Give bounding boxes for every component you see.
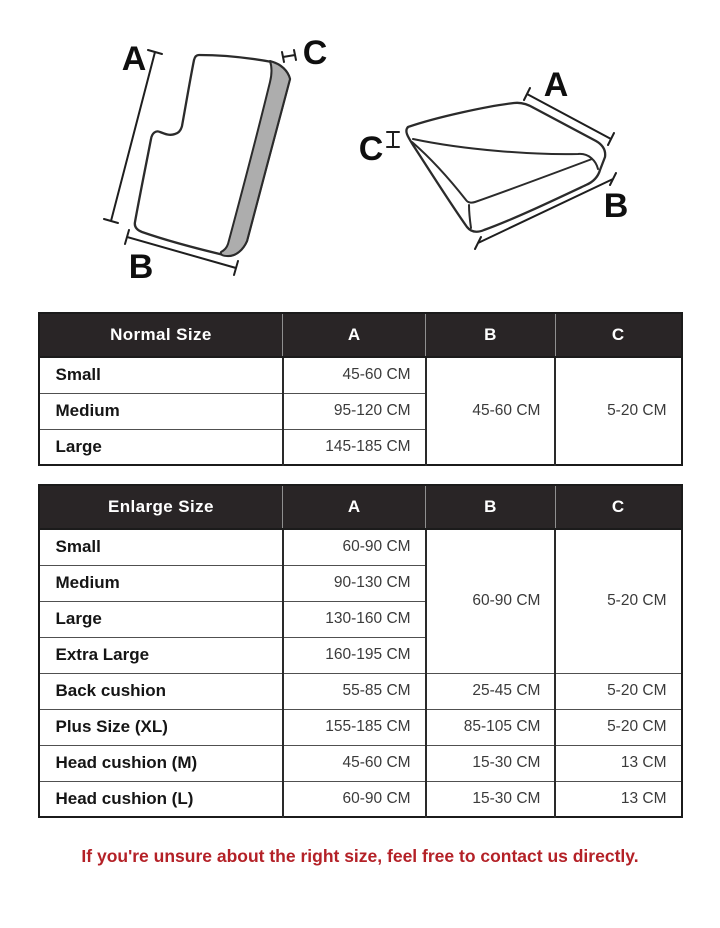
table-row xyxy=(39,745,682,781)
row-label: Head cushion (M) xyxy=(39,745,283,781)
dim-label-b-left: B xyxy=(128,248,154,286)
value-b-merged: 60-90 CM xyxy=(426,529,556,673)
value-a: 155-185 CM xyxy=(283,709,426,745)
value-a: 45-60 CM xyxy=(283,745,426,781)
dim-line-c-left xyxy=(282,50,296,62)
dim-label-a-left: A xyxy=(121,40,147,78)
table-header-row xyxy=(39,485,682,529)
row-label: Medium xyxy=(39,565,283,601)
row-label: Medium xyxy=(39,393,283,429)
back-cover-diagram xyxy=(104,34,327,286)
value-a: 90-130 CM xyxy=(283,565,426,601)
table-title: Enlarge Size xyxy=(39,485,283,529)
value-b-merged: 45-60 CM xyxy=(426,357,556,465)
col-header-a: A xyxy=(283,313,426,357)
value-c: 5-20 CM xyxy=(555,673,681,709)
table-header-row xyxy=(39,313,682,357)
value-a: 60-90 CM xyxy=(283,781,426,817)
dim-label-a-right: A xyxy=(543,66,569,104)
dim-label-b-right: B xyxy=(603,187,629,225)
value-a: 45-60 CM xyxy=(283,357,426,393)
row-label: Large xyxy=(39,429,283,465)
row-label: Head cushion (L) xyxy=(39,781,283,817)
dim-line-c-right xyxy=(387,132,399,147)
value-c: 13 CM xyxy=(555,745,681,781)
table-row xyxy=(39,529,682,565)
value-a: 130-160 CM xyxy=(283,601,426,637)
value-b: 15-30 CM xyxy=(426,781,556,817)
table-title: Normal Size xyxy=(39,313,283,357)
dim-label-c-right: C xyxy=(358,130,384,168)
seat-cushion-diagram xyxy=(359,66,629,249)
value-c-merged: 5-20 CM xyxy=(555,529,681,673)
value-b: 85-105 CM xyxy=(426,709,556,745)
table-row xyxy=(39,357,682,393)
value-c-merged: 5-20 CM xyxy=(555,357,681,465)
row-label: Large xyxy=(39,601,283,637)
value-a: 95-120 CM xyxy=(283,393,426,429)
value-a: 60-90 CM xyxy=(283,529,426,565)
col-header-a: A xyxy=(283,485,426,529)
seat-cushion-outline xyxy=(406,103,605,232)
dim-label-c-left: C xyxy=(302,34,328,72)
normal-size-table xyxy=(38,312,683,466)
col-header-c: C xyxy=(555,313,681,357)
row-label: Small xyxy=(39,357,283,393)
row-label: Extra Large xyxy=(39,637,283,673)
contact-note: If you're unsure about the right size, feel free to contact us directly. xyxy=(81,846,639,866)
value-c: 13 CM xyxy=(555,781,681,817)
table-row xyxy=(39,673,682,709)
value-a: 145-185 CM xyxy=(283,429,426,465)
enlarge-size-table xyxy=(38,484,683,818)
row-label: Small xyxy=(39,529,283,565)
value-b: 15-30 CM xyxy=(426,745,556,781)
value-a: 55-85 CM xyxy=(283,673,426,709)
col-header-b: B xyxy=(426,313,556,357)
col-header-b: B xyxy=(426,485,556,529)
value-c: 5-20 CM xyxy=(555,709,681,745)
value-a: 160-195 CM xyxy=(283,637,426,673)
row-label: Plus Size (XL) xyxy=(39,709,283,745)
row-label: Back cushion xyxy=(39,673,283,709)
col-header-c: C xyxy=(555,485,681,529)
value-b: 25-45 CM xyxy=(426,673,556,709)
table-row xyxy=(39,709,682,745)
size-diagrams xyxy=(0,0,720,312)
table-row xyxy=(39,781,682,817)
